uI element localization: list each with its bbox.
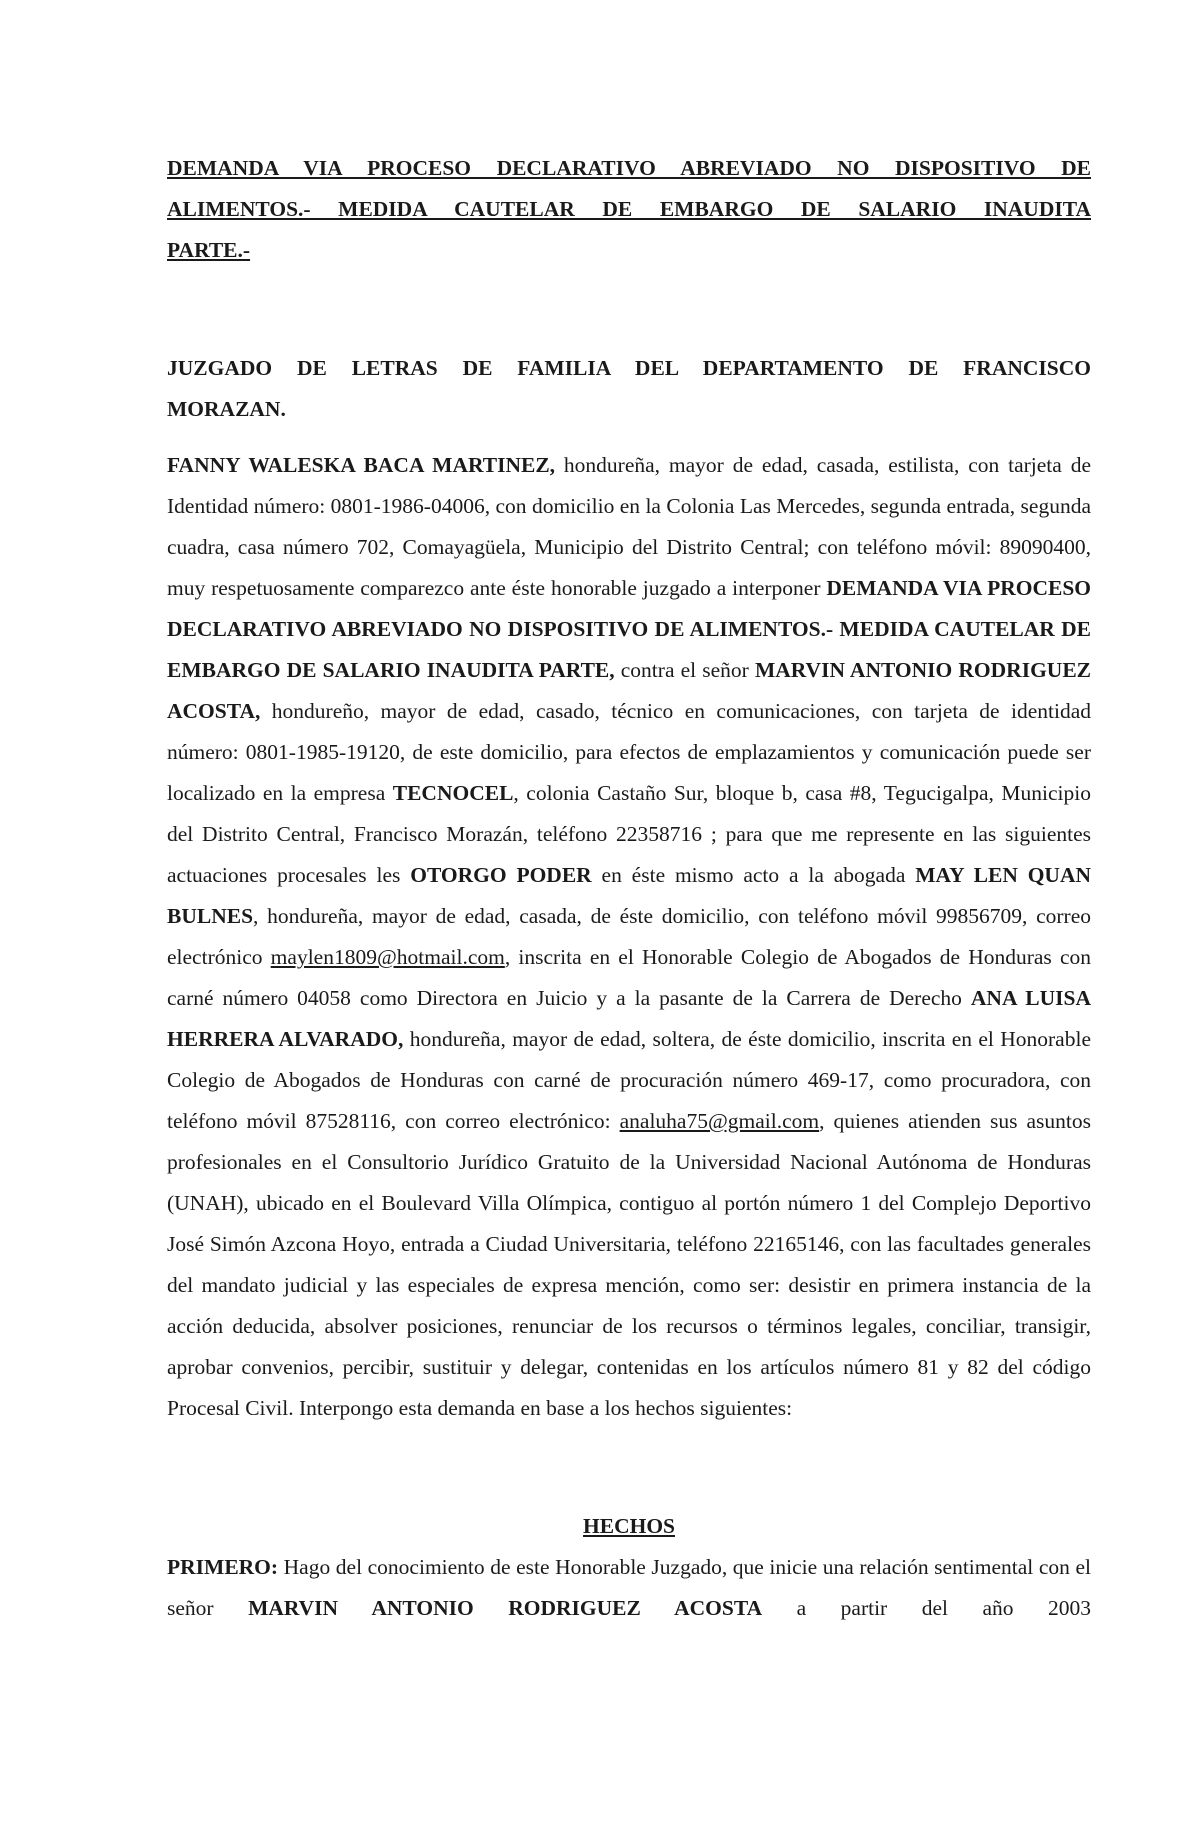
court-name [167, 348, 1091, 430]
document-page [167, 148, 1091, 1629]
body-text-4: , colonia Castaño Sur, bloque b, casa #8, Tegucigalpa, Municipio del Distrito Central, Francisco Morazán, teléfono 22358716 ; para que me represente en las siguientes actuaciones procesales les [167, 781, 1091, 887]
document-title [167, 148, 1091, 271]
fact-first-name: MARVIN ANTONIO RODRIGUEZ ACOSTA [248, 1596, 763, 1620]
defendant-name: MARVIN ANTONIO RODRIGUEZ ACOSTA, [167, 658, 1091, 723]
body-text-6: , hondureña, mayor de edad, casada, de éste domicilio, con teléfono móvil 99856709, correo electrónico [167, 904, 1091, 969]
body-text-7: , inscrita en el Honorable Colegio de Abogados de Honduras con carné número 04058 como Directora en Juicio y a la pasante de la Carrera de Derecho [167, 945, 1091, 1010]
body-text-3: hondureño, mayor de edad, casado, técnico en comunicaciones, con tarjeta de identidad número: 0801-1985-19120, de este domicilio, para efectos de emplazamientos y comunicación puede ser localizado en la empresa [167, 699, 1091, 805]
body-text-9: , quienes atienden sus asuntos profesionales en el Consultorio Jurídico Gratuito de la Universidad Nacional Autónoma de Honduras (UNAH), ubicado en el Boulevard Villa Olímpica, contiguo al portón número 1 del Complejo Deportivo José Simón Azcona Hoyo, entrada a Ciudad Universitaria, teléfono 22165146, con las facultades generales del mandato judicial y las especiales de expresa mención, como ser: desistir en primera instancia de la acción deducida, absolver posiciones, renunciar de los recursos o términos legales, conciliar, transigir, aprobar convenios, percibir, sustituir y delegar, contenidas en los artículos número 81 y 82 del código Procesal Civil. Interpongo esta demanda en base a los hechos siguientes: [167, 1109, 1091, 1420]
title-line-3: PARTE.- [167, 238, 251, 262]
court-line-2: MORAZAN. [167, 397, 286, 421]
court-line-1: JUZGADO DE LETRAS DE FAMILIA DEL DEPARTAMENTO DE FRANCISCO [167, 356, 1091, 380]
fact-first-tail: a partir del año 2003 [762, 1596, 1091, 1620]
fact-first [167, 1547, 1091, 1629]
intern-email-link[interactable]: analuha75@gmail.com [619, 1109, 820, 1133]
plaintiff-name: FANNY WALESKA BACA MARTINEZ, [167, 453, 556, 477]
section-title-hechos: HECHOS [583, 1514, 675, 1538]
title-line-2: ALIMENTOS.- MEDIDA CAUTELAR DE EMBARGO DE SALARIO INAUDITA [167, 197, 1091, 221]
body-text-8: hondureña, mayor de edad, soltera, de éste domicilio, inscrita en el Honorable Colegio de Abogados de Honduras con carné de procuración número 469-17, como procuradora, con teléfono móvil 87528116, con correo electrónico: [167, 1027, 1091, 1133]
claim-title: DEMANDA VIA PROCESO DECLARATIVO ABREVIADO NO DISPOSITIVO DE ALIMENTOS.- MEDIDA CAUTELAR DE EMBARGO DE SALARIO INAUDITA PARTE, [167, 576, 1091, 682]
lawyer-name: MAY LEN QUAN BULNES [167, 863, 1091, 928]
company-name: TECNOCEL [392, 781, 514, 805]
lawyer-email-link[interactable]: maylen1809@hotmail.com [270, 945, 505, 969]
body-paragraph [167, 445, 1091, 1429]
body-text-2: contra el señor [614, 658, 755, 682]
fact-first-label: PRIMERO: [167, 1555, 279, 1579]
intern-name: ANA LUISA HERRERA ALVARADO, [167, 986, 1091, 1051]
body-text-5: en éste mismo acto a la abogada [591, 863, 916, 887]
fact-first-text: Hago del conocimiento de este Honorable Juzgado, que inicie una relación sentimental con el señor [167, 1555, 1091, 1620]
title-line-1: DEMANDA VIA PROCESO DECLARATIVO ABREVIADO NO DISPOSITIVO DE [167, 156, 1091, 180]
body-text-1: hondureña, mayor de edad, casada, estilista, con tarjeta de Identidad número: 0801-1986-04006, con domicilio en la Colonia Las Mercedes, segunda entrada, segunda cuadra, casa número 702, Comayagüela, Municipio del Distrito Central; con teléfono móvil: 89090400, muy respetuosamente comparezco ante éste honorable juzgado a interponer [167, 453, 1091, 600]
power-of-attorney: OTORGO PODER [410, 863, 592, 887]
